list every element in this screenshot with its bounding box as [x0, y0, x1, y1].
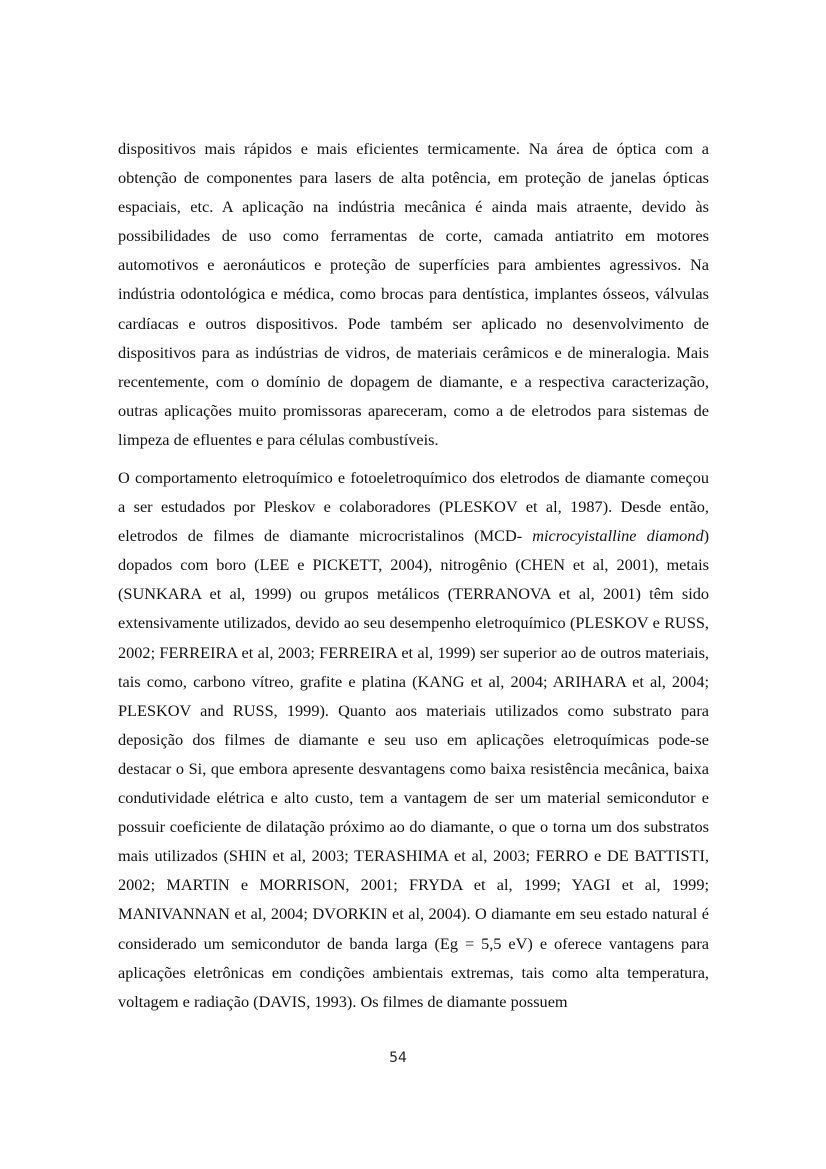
- paragraph-2-italic-term: microcyistalline diamond: [532, 526, 704, 546]
- paragraph-2: [118, 463, 709, 1016]
- paragraph-1: dispositivos mais rápidos e mais eficientes termicamente. Na área de óptica com a obtenção de componentes para lasers de alta potência, em proteção de janelas ópticas espaciais, etc. A aplicação na indústria mecânica é ainda mais atraente, devido às possibilidades de uso como ferramentas de corte, camada antiatrito em motores automotivos e aeronáuticos e proteção de superfícies para ambientes agressivos. Na indústria odontológica e médica, como brocas para dentística, implantes ósseos, válvulas cardíacas e outros dispositivos. Pode também ser aplicado no desenvolvimento de dispositivos para as indústrias de vidros, de materiais cerâmicos e de mineralogia. Mais recentemente, com o domínio de dopagem de diamante, e a respectiva caracterização, outras aplicações muito promissoras apareceram, como a de eletrodos para sistemas de limpeza de efluentes e para células combustíveis.: [118, 139, 709, 449]
- paragraph-2-block: [118, 463, 709, 1016]
- paragraph-2-text-start: O comportamento eletroquímico e fotoeletroquímico dos eletrodos de diamante começou a ser estudados por Pleskov e colaboradores (PLESKOV et al, 1987). Desde então, eletrodos de filmes de diamante microcristalinos (MCD-: [118, 468, 709, 546]
- page-number: 54: [389, 1050, 407, 1066]
- paragraph-1-block: [118, 134, 709, 454]
- paragraph-2-text-end: ) dopados com boro (LEE e PICKETT, 2004), nitrogênio (CHEN et al, 2001), metais (SUNKARA et al, 1999) ou grupos metálicos (TERRANOVA et al, 2001) têm sido extensivamente utilizados, devido ao seu desempenho eletroquímico (PLESKOV e RUSS, 2002; FERREIRA et al, 2003; FERREIRA et al, 1999) ser superior ao de outros materiais, tais como, carbono vítreo, grafite e platina (KANG et al, 2004; ARIHARA et al, 2004; PLESKOV and RUSS, 1999). Quanto aos materiais utilizados como substrato para deposição dos filmes de diamante e seu uso em aplicações eletroquímicas pode-se destacar o Si, que embora apresente desvantagens como baixa resistência mecânica, baixa condutividade elétrica e alto custo, tem a vantagem de ser um material semicondutor e possuir coeficiente de dilatação próximo ao do diamante, o que o torna um dos substratos mais utilizados (SHIN et al, 2003; TERASHIMA et al, 2003; FERRO e DE BATTISTI, 2002; MARTIN e MORRISON, 2001; FRYDA et al, 1999; YAGI et al, 1999; MANIVANNAN et al, 2004; DVORKIN et al, 2004). O diamante em seu estado natural é considerado um semicondutor de banda larga (Eg = 5,5 eV) e oferece vantagens para aplicações eletrônicas em condições ambientais extremas, tais como alta temperatura, voltagem e radiação (DAVIS, 1993). Os filmes de diamante possuem: [118, 526, 710, 1011]
